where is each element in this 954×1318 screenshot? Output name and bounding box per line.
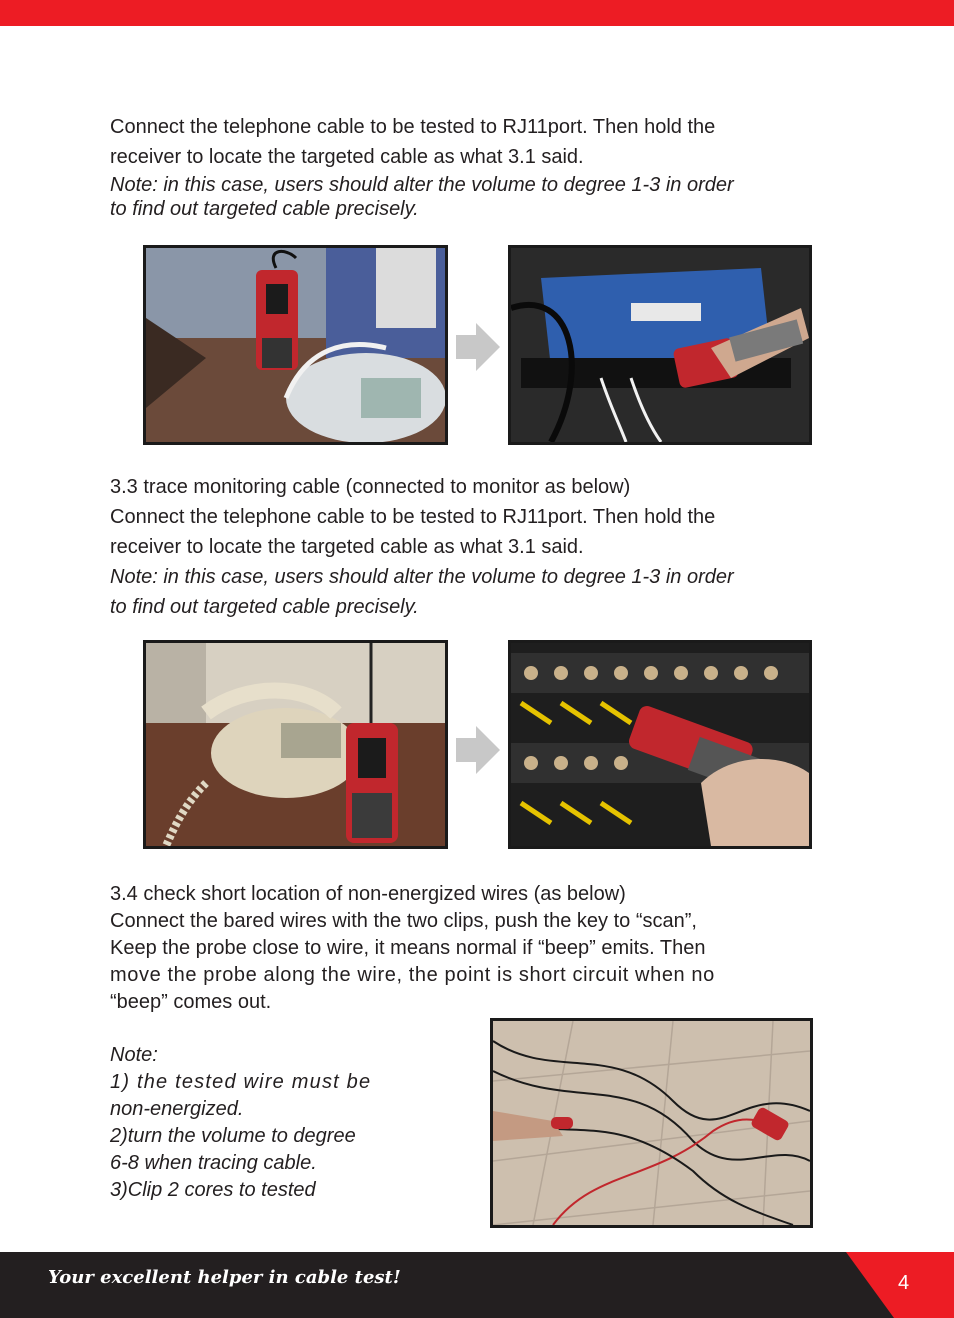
photo-probe-tracing-wires <box>490 1018 813 1228</box>
photo-tester-with-telephone <box>143 640 448 849</box>
photo-receiver-on-coax-panel <box>508 640 812 849</box>
photo-receiver-on-patch-panel <box>508 245 812 445</box>
section-34-line-2: Keep the probe close to wire, it means normal if “beep” emits. Then <box>110 937 706 959</box>
arrow-right-icon <box>456 323 500 371</box>
section-34-note-title: Note: <box>110 1044 158 1066</box>
section-34-heading: 3.4 check short location of non-energized wires (as below) <box>110 883 626 905</box>
section-32-note-line-1: Note: in this case, users should alter the volume to degree 1-3 in order <box>110 174 734 196</box>
photo-tester-on-desk <box>143 245 448 445</box>
section-32-line-1: Connect the telephone cable to be tested to RJ11port. Then hold the <box>110 116 716 138</box>
section-33-note-line-1: Note: in this case, users should alter the volume to degree 1-3 in order <box>110 566 734 588</box>
section-33-text <box>110 472 870 622</box>
section-34-note-item: 6-8 when tracing cable. <box>110 1152 317 1174</box>
section-34-note <box>110 1042 450 1204</box>
section-32-note-line-2: to find out targeted cable precisely. <box>110 198 419 220</box>
section-33-heading: 3.3 trace monitoring cable (connected to monitor as below) <box>110 476 631 498</box>
section-33-line-1: Connect the telephone cable to be tested to RJ11port. Then hold the <box>110 506 716 528</box>
section-32-text <box>110 112 870 220</box>
footer-bar <box>0 1252 954 1318</box>
section-34-line-4: “beep” comes out. <box>110 991 272 1013</box>
top-red-bar <box>0 0 954 26</box>
section-34-text <box>110 881 870 1016</box>
arrow-right-icon <box>456 726 500 774</box>
section-32-line-2: receiver to locate the targeted cable as what 3.1 said. <box>110 146 584 168</box>
section-33-line-2: receiver to locate the targeted cable as what 3.1 said. <box>110 536 584 558</box>
section-34-note-item: non-energized. <box>110 1098 244 1120</box>
footer-slogan: Your excellent helper in cable test! <box>48 1267 401 1288</box>
section-33-note-line-2: to find out targeted cable precisely. <box>110 596 419 618</box>
section-34-note-item: 3)Clip 2 cores to tested <box>110 1179 316 1201</box>
section-34-line-3: move the probe along the wire, the point is short circuit when no <box>110 964 715 986</box>
section-34-note-item: 2)turn the volume to degree <box>110 1125 356 1147</box>
section-34-note-item: 1) the tested wire must be <box>110 1071 372 1093</box>
section-34-line-1: Connect the bared wires with the two clips, push the key to “scan”, <box>110 910 697 932</box>
page-number: 4 <box>898 1272 910 1294</box>
